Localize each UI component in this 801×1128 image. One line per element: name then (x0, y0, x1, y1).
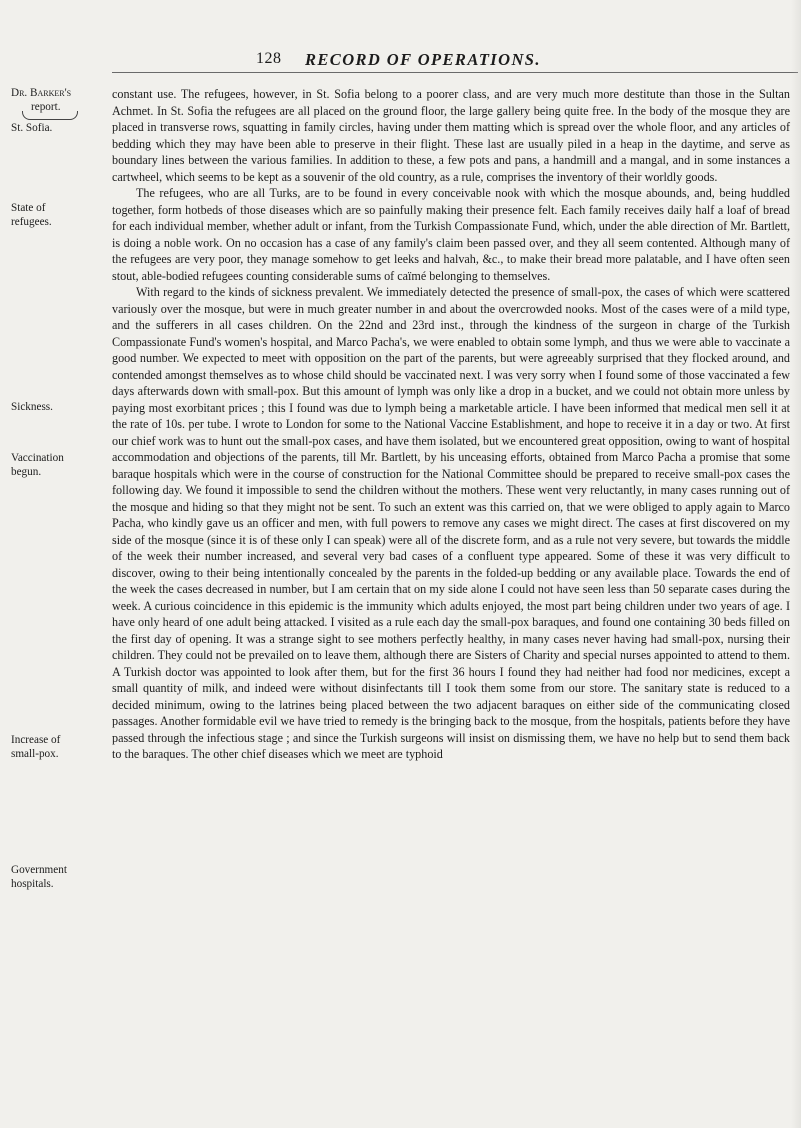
header-rule (112, 72, 798, 73)
note-vaccination (11, 451, 111, 479)
note-line: refugees. (11, 216, 52, 228)
note-line: Government (11, 864, 67, 876)
note-line: small-pox. (11, 748, 59, 760)
page-number: 128 (256, 50, 282, 67)
margin-notes (0, 0, 110, 1128)
note-line: Increase of (11, 734, 61, 746)
page-edge-shadow (791, 0, 801, 1128)
running-head: RECORD OF OPERATIONS. (305, 50, 541, 69)
paragraph: The refugees, who are all Turks, are to be found in every conceivable nook with which the mosque abounds, and, being huddled together, form hotbeds of those diseases which are so painfully making their presence felt. Each family receives daily half a loaf of bread for each individual member, whether adult or infant, from the Turkish Compassionate Fund, which, under the able direction of Mr. Bartlett, is doing a noble work. On no occasion has a case of any family's claim been passed over, and they all seem contented. Although many of the refugees are very poor, they manage somehow to get leeks and halvah, &c., to make their bread more palatable, and I have often seen stout, able-bodied refugees counting considerable sums of caïmé belonging to themselves. (112, 186, 790, 283)
note-line: Sickness. (11, 401, 53, 413)
note-line: Vaccination (11, 452, 64, 464)
body-text (112, 86, 790, 763)
paragraph: constant use. The refugees, however, in St. Sofia belong to a poorer class, and are very much more destitute than those in the Sultan Achmet. In St. Sofia the refugees are all placed on the ground floor, the large gallery being quite free. In the body of the mosque they are placed in transverse rows, squatting in family circles, having under them matting which is spread over the whole floor, and any articles of bedding which they may have been able to preserve in their flight. These last are usually piled in a heap in the daytime, and serve as boundary lines between the various families. In addition to these, a few pots and pans, a handmill and a mangal, and in some instances a cartwheel, which seems to be kept as a souvenir of the old country, as a rule, comprises the inventory of their worldly goods. (112, 87, 790, 184)
brace-mark (22, 111, 78, 120)
note-sickness (11, 400, 111, 414)
note-line: report. (31, 101, 61, 113)
note-government-hospitals (11, 863, 111, 891)
note-line: begun. (11, 466, 42, 478)
note-increase-smallpox (11, 733, 111, 761)
note-dr-barker (11, 86, 111, 114)
note-line: St. Sofia. (11, 122, 53, 134)
paragraph: With regard to the kinds of sickness prevalent. We immediately detected the presence of small-pox, the cases of which were scattered variously over the mosque, but were in much greater number in and about the overcrowded nooks. Most of the cases were of a mild type, and the sufferers in all cases children. On the 22nd and 23rd inst., through the kindness of the surgeon in charge of the Turkish Compassionate Fund's women's hospital, and Marco Pacha's, we were enabled to obtain some lymph, and thus we were able to vaccinate a good number. We expected to meet with opposition on the part of the parents, but were agreeably surprised that they flocked around, and contended amongst themselves as to whose child should be vaccinated next. I was very sorry when I found some of those vaccinated a few days afterwards down with small-pox. But this amount of lymph was only like a drop in a bucket, and we could not obtain more unless by paying most exorbitant prices ; this I found was due to lymph being a marketable article. I have been informed that medical men sell it at the rate of 10s. per tube. I wrote to London for some to the National Vaccine Establishment, and hope to receive it in a day or two. At first our chief work was to hunt out the small-pox cases, and have them isolated, but we encountered great opposition, owing to want of hospital accommodation and objections of the parents, till Mr. Bartlett, by his unceasing efforts, obtained from Marco Pacha a promise that some baraque hospitals which were in the course of construction for the National Committee should be prepared to receive small-pox cases the following day. We found it impossible to send the children without the mothers. These went very reluctantly, in many cases running out of the mosque and hiding so that they might not be sent. To such an extent was this carried on, that we were obliged to apply again to Marco Pacha, who kindly gave us an officer and men, with full powers to remove any cases we might direct. The cases at first discovered on my side of the mosque (since it is of these only I can speak) were all of the discrete form, and as a rule not very severe, but towards the middle of the week their number increased, and several very bad cases of a confluent type appeared. Some of these it was very difficult to discover, owing to their being intentionally concealed by the parents in the folded-up bedding or any available place. Towards the end of the week the cases decreased in number, but I am certain that on my side alone I could not have seen less than 50 separate cases during the week. A curious coincidence in this epidemic is the immunity which adults enjoyed, the most part being children under two years of age. I have only heard of one adult being attacked. I visited as a rule each day the small-pox baraques, and found one containing 30 beds filled on the first day of opening. It was a strange sight to see mothers perfectly healthy, in many cases never having had small-pox, nursing their children. They could not be prevailed on to leave them, although there are Sisters of Charity and special nurses appointed to attend to them. A Turkish doctor was appointed to look after them, but for the first 36 hours I found they had neither had food nor medicines, except a small quantity of milk, and indeed were without disinfectants till I took them some from our store. The sanitary state is reduced to a decided minimum, owing to the latrines being placed between the two adjacent baraques on either side of the communicating closed passages. Another formidable evil we have tried to remedy is the bringing back to the mosque, from the hospitals, patients before they have passed through the infectious stage ; and since the Turkish surgeons will insist on dismissing them, we have no help but to send them back to the baraques. The other chief diseases which we meet are typhoid (112, 285, 790, 761)
note-line: Dr. Barker's (11, 87, 72, 99)
page-header (0, 50, 801, 74)
note-line: State of (11, 202, 46, 214)
note-state-of-refugees (11, 201, 111, 229)
note-st-sofia (11, 121, 111, 135)
note-line: hospitals. (11, 878, 54, 890)
